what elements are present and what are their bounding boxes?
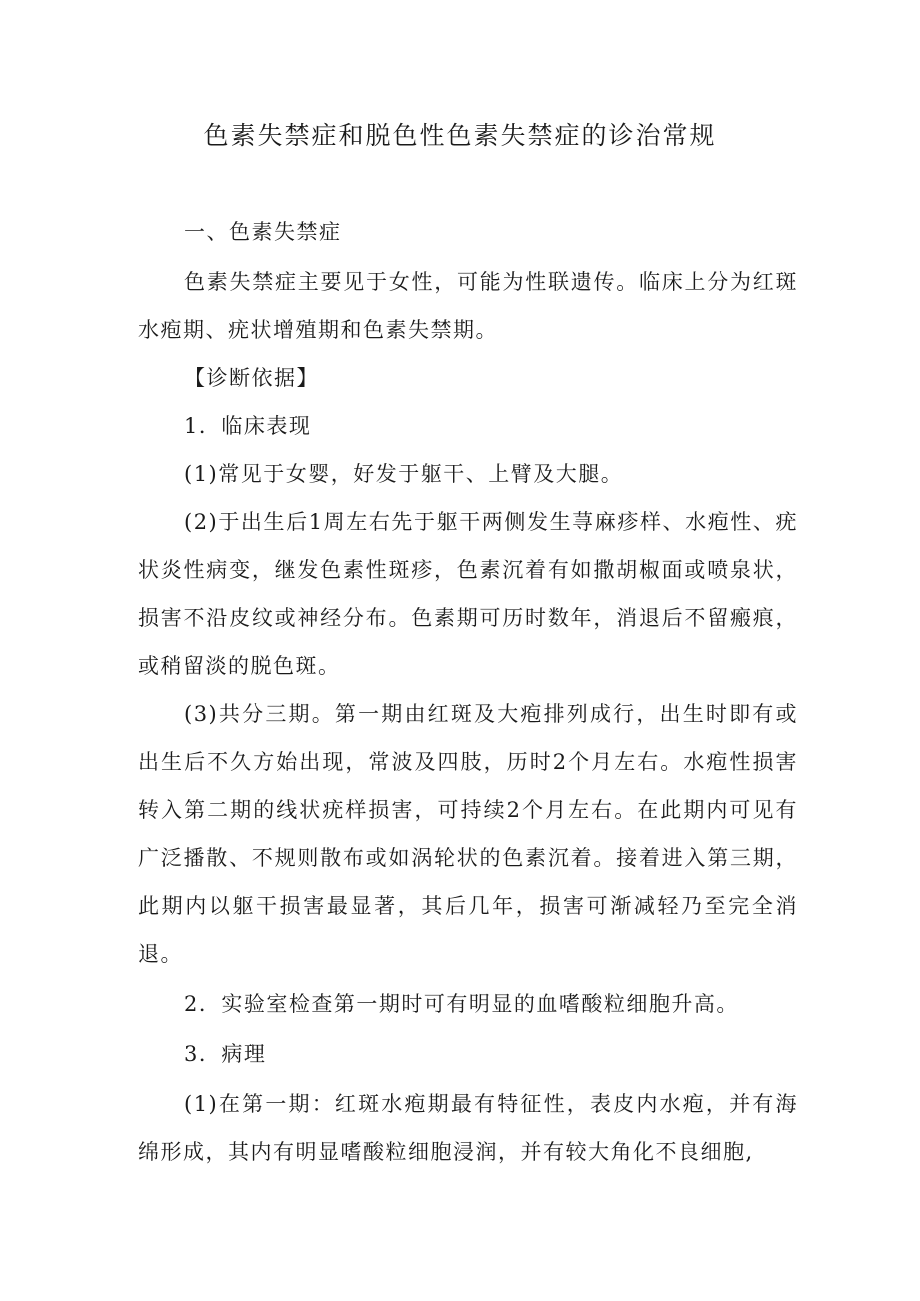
section-heading: 一、色素失禁症 bbox=[184, 220, 342, 244]
diagnosis-heading: 【诊断依据】 bbox=[184, 366, 319, 390]
item1-paragraph-3: (3)共分三期。第一期由红斑及大疱排列成行，出生时即有或出生后不久方始出现，常波及四肢，历时2个月左右。水疱性损害转入第二期的线状疣样损害，可持续2个月左右。在此期内可见有广泛播散、不规则散布或如涡轮状的色素沉着。接着进入第三期，此期内以躯干损害最显著，其后几年，损害可渐减轻乃至完全消退。 bbox=[138, 702, 798, 966]
item1-heading: 1．临床表现 bbox=[184, 414, 312, 438]
item1-paragraph-2: (2)于出生后1周左右先于躯干两侧发生荨麻疹样、水疱性、疣状炎性病变，继发色素性斑疹，色素沉着有如撒胡椒面或喷泉状，损害不沿皮纹或神经分布。色素期可历时数年，消退后不留瘢痕，或稍留淡的脱色斑。 bbox=[138, 510, 798, 678]
item2-paragraph: 2．实验室检查第一期时可有明显的血嗜酸粒细胞升高。 bbox=[184, 992, 739, 1016]
item1-paragraph-1: (1)常见于女婴，好发于躯干、上臂及大腿。 bbox=[184, 462, 624, 486]
document-title: 色素失禁症和脱色性色素失禁症的诊治常规 bbox=[203, 121, 717, 150]
item3-paragraph-1: (1)在第一期：红斑水疱期最有特征性，表皮内水疱，并有海绵形成，其内有明显嗜酸粒细胞浸润，并有较大角化不良细胞, bbox=[138, 1092, 798, 1164]
intro-paragraph: 色素失禁症主要见于女性，可能为性联遗传。临床上分为红斑水疱期、疣状增殖期和色素失禁期。 bbox=[138, 270, 798, 342]
item3-heading: 3．病理 bbox=[184, 1042, 267, 1066]
